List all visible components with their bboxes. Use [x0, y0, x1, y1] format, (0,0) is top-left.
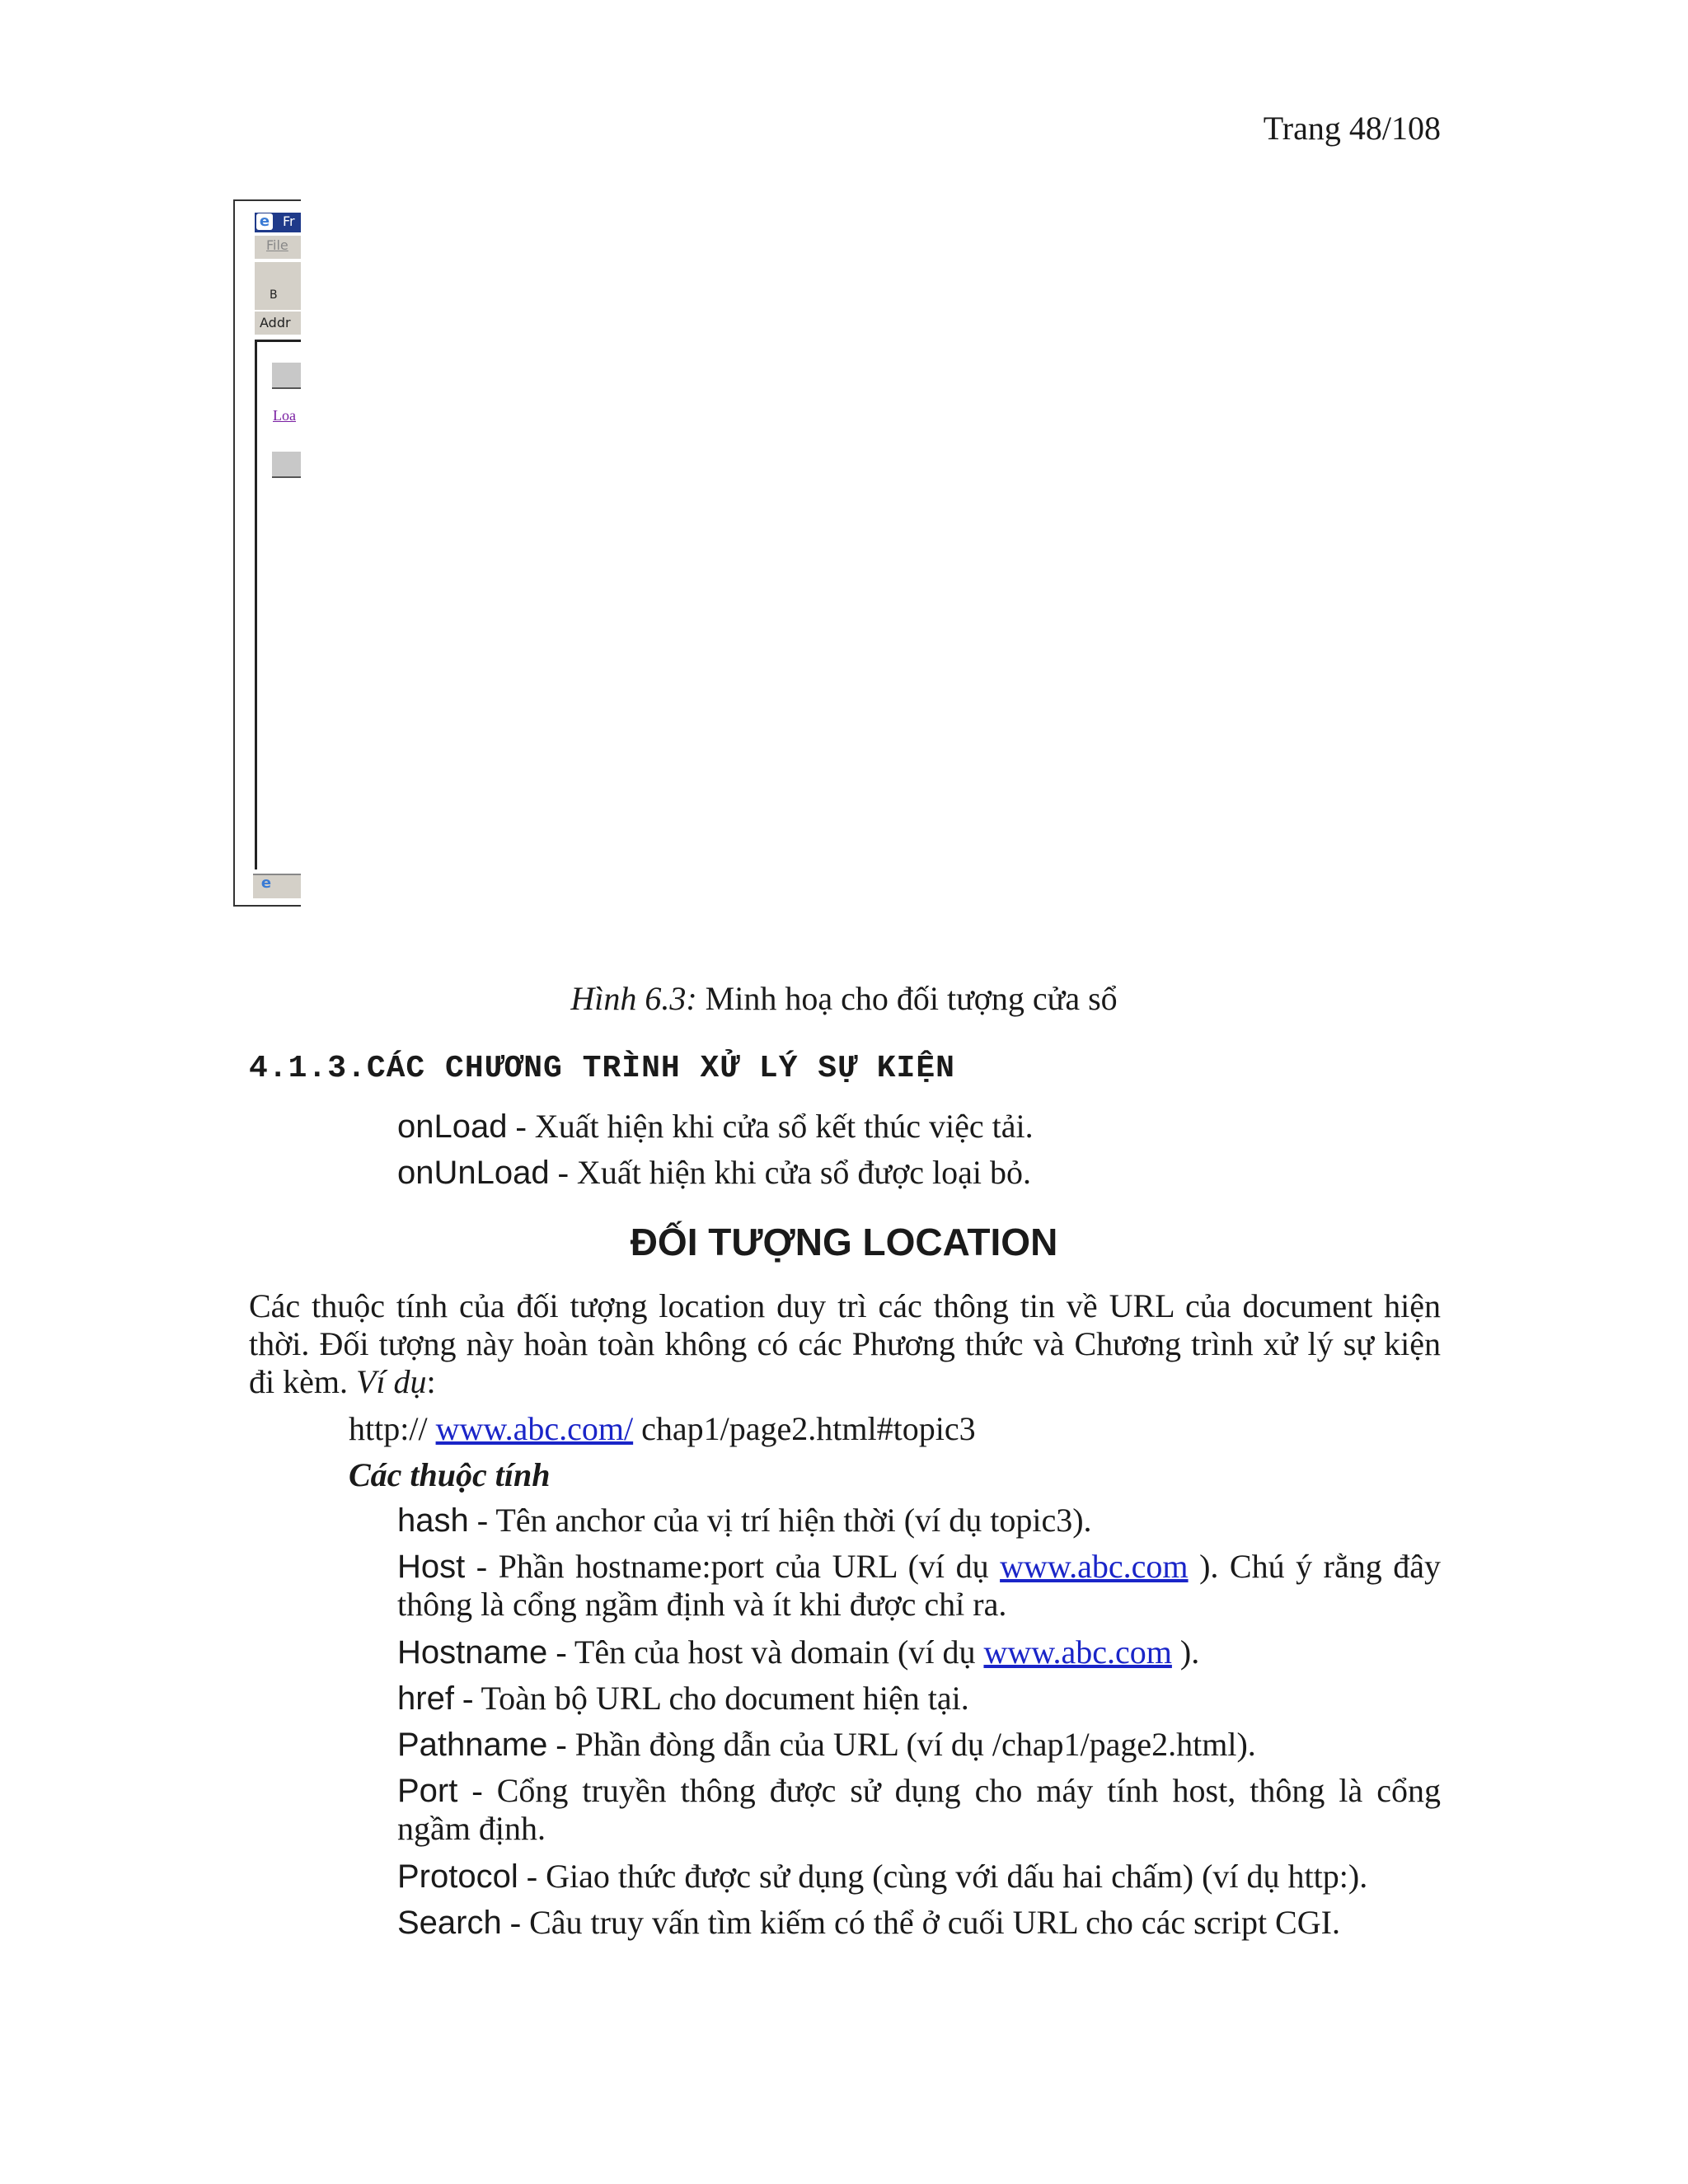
- property-name: Protocol: [397, 1858, 518, 1895]
- figure-menu-file: File: [266, 237, 288, 253]
- property-desc: - Câu truy vấn tìm kiếm có thể ở cuối URL cho các script CGI.: [501, 1904, 1340, 1941]
- figure-link: Loa: [273, 407, 296, 424]
- host-example-link[interactable]: www.abc.com: [1000, 1548, 1189, 1585]
- url-suffix: chap1/page2.html#topic3: [633, 1410, 976, 1447]
- url-prefix: http://: [349, 1410, 436, 1447]
- property-desc: - Tên anchor của vị trí hiện thời (ví dụ topic3).: [468, 1502, 1092, 1539]
- property-href: [397, 1680, 1441, 1718]
- event-desc: - Xuất hiện khi cửa sổ kết thúc việc tải.: [507, 1108, 1034, 1145]
- hostname-example-link[interactable]: www.abc.com: [983, 1633, 1172, 1671]
- page-number: Trang 48/108: [1263, 110, 1441, 147]
- property-name: Port: [397, 1773, 458, 1809]
- properties-heading: Các thuộc tính: [349, 1456, 551, 1493]
- property-name: Hostname: [397, 1634, 548, 1671]
- property-desc: - Phần hostname:port của URL (ví dụ: [465, 1548, 1001, 1585]
- browser-window-figure: [233, 199, 301, 907]
- ie-status-icon: e: [260, 874, 272, 892]
- property-name: hash: [397, 1502, 469, 1539]
- example-label: Ví dụ: [355, 1363, 427, 1400]
- figure-title-fragment: Fr: [283, 213, 295, 229]
- property-name: href: [397, 1680, 454, 1717]
- figure-toolbar: [253, 262, 301, 310]
- figure-caption: [0, 979, 1688, 1018]
- property-desc: - Tên của host và domain (ví dụ: [547, 1633, 984, 1671]
- property-desc: - Cổng truyền thông được sử dụng cho máy tính host, thông là cổng ngầm định.: [397, 1772, 1441, 1847]
- event-item: [397, 1108, 1034, 1146]
- property-pathname: [397, 1726, 1441, 1764]
- property-name: Pathname: [397, 1727, 548, 1763]
- property-desc: ).: [1171, 1633, 1200, 1671]
- url-example: [349, 1409, 976, 1448]
- figure-form-button: [272, 363, 301, 389]
- property-name: Search: [397, 1905, 502, 1941]
- event-name: onUnLoad: [397, 1155, 550, 1191]
- property-host: [397, 1548, 1441, 1624]
- location-heading: ĐỐI TƯỢNG LOCATION: [630, 1221, 1058, 1263]
- intro-text: Các thuộc tính của đối tượng location duy trì các thông tin về URL của document hiện thời. Đối tượng này hoàn toàn không có các Phương thức và Chương trình xử lý sự kiện đi kèm.: [249, 1287, 1441, 1400]
- property-name: Host: [397, 1549, 466, 1585]
- property-hostname: [397, 1633, 1441, 1671]
- property-desc: ). Chú ý rằng đây thông là cổng ngầm định và ít khi được chỉ ra.: [397, 1548, 1442, 1623]
- intro-colon: :: [426, 1363, 436, 1400]
- figure-address-label: Addr: [260, 315, 291, 330]
- ie-logo-icon: e: [256, 213, 273, 230]
- figure-back-button: B: [270, 288, 278, 302]
- caption-label: Hình 6.3:: [570, 980, 697, 1017]
- event-item: [397, 1154, 1031, 1192]
- property-protocol: [397, 1858, 1441, 1896]
- figure-form-button: [272, 452, 301, 478]
- property-desc: - Phần đòng dẫn của URL (ví dụ /chap1/page2.html).: [547, 1726, 1256, 1763]
- property-desc: - Giao thức được sử dụng (cùng với dấu hai chấm) (ví dụ http:).: [518, 1858, 1368, 1895]
- caption-text: Minh hoạ cho đối tượng cửa sổ: [696, 980, 1118, 1017]
- property-hash: [397, 1502, 1441, 1540]
- section-heading: 4.1.3.CÁC CHƯƠNG TRÌNH XỬ LÝ SỰ KIỆN: [249, 1051, 955, 1086]
- property-port: [397, 1772, 1441, 1848]
- event-desc: - Xuất hiện khi cửa sổ được loại bỏ.: [549, 1154, 1031, 1191]
- intro-paragraph: [249, 1287, 1441, 1401]
- event-name: onLoad: [397, 1108, 508, 1145]
- url-link[interactable]: www.abc.com/: [435, 1410, 634, 1447]
- property-desc: - Toàn bộ URL cho document hiện tại.: [453, 1680, 969, 1717]
- property-search: [397, 1904, 1441, 1942]
